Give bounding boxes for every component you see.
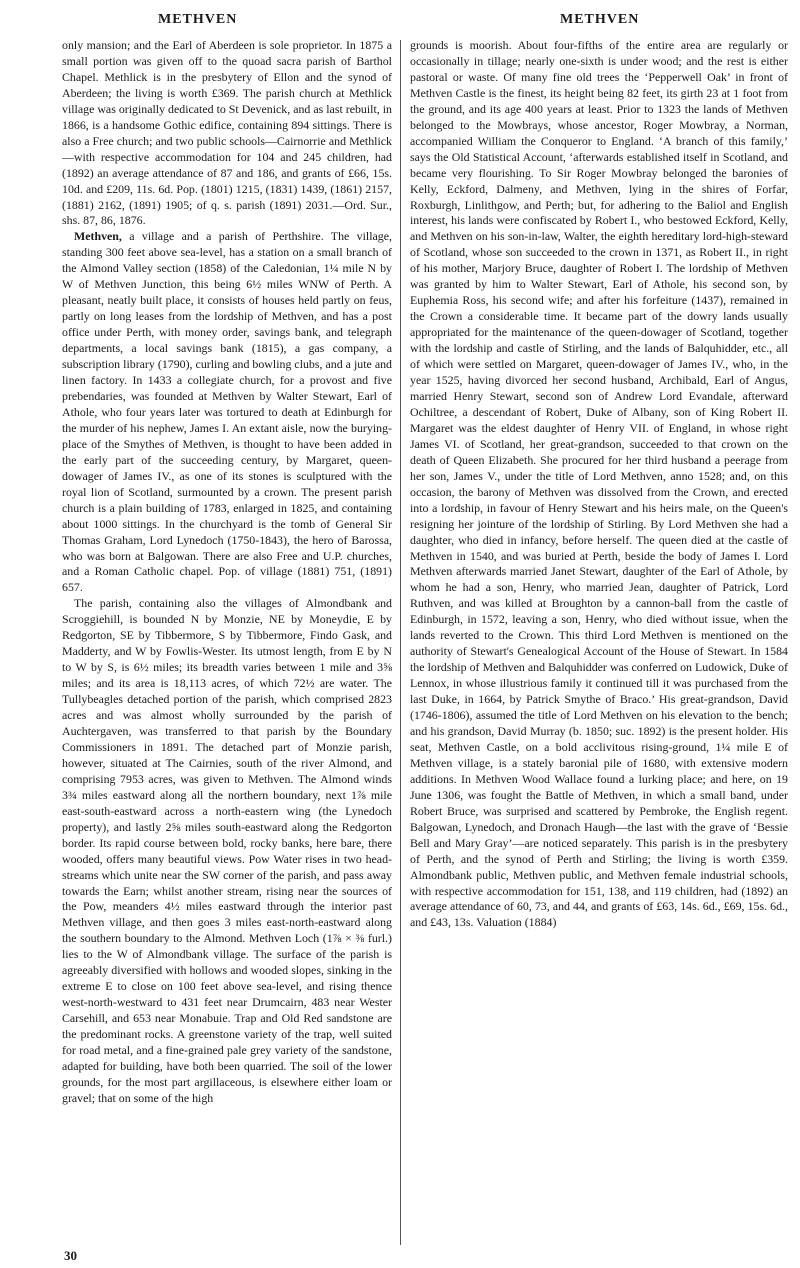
left-running-title: METHVEN: [158, 12, 238, 27]
right-text-column: [410, 38, 788, 1248]
left-text-column: [62, 38, 392, 1248]
methlick-entry-continuation: only mansion; and the Earl of Aberdeen is sole proprietor. In 1875 a small portion was given off to the quoad sacra parish of Barthol Chapel. Methlick is in the presbytery of Ellon and the synod of Aberdeen; the living is worth £369. The parish church at Methlick village was originally dedicated to St Devenick, and as last rebuilt, in 1866, is a handsome Gothic edifice, containing 894 sittings. There is also a Free church; and two public schools—Cairnorrie and Methlick—with respective accommodation for 104 and 245 children, had (1892) an average attendance of 87 and 186, and grants of £66, 15s. 10d. and £209, 11s. 6d. Pop. (1801) 1215, (1831) 1439, (1861) 2157, (1881) 2162, (1891) 1905; of q. s. parish (1891) 2031.—Ord. Sur., shs. 87, 86, 1876.: [62, 38, 392, 228]
column-divider: [400, 40, 401, 1245]
entry-headword: Methven,: [74, 229, 122, 244]
running-header: [0, 12, 800, 34]
methven-history-paragraph: grounds is moorish. About four-fifths of the entire area are regularly or occasionally in tillage; nearly one-sixth is under wood; and the rest is either pastoral or waste. Of many fine old trees the ‘Pepperwell Oak’ in front of Methven Castle is the finest, its height being 82 feet, its girth 23 at 1 foot from the ground, and its age 400 years at least. Prior to 1323 the lands of Methven belonged to the Mowbrays, whose ancestor, Roger Mowbray, a Norman, accompanied William the Conqueror to England. ‘A branch of this family,’ says the Old Statistical Account, ‘afterwards established itself in Scotland, and became very flourishing. To Sir Roger Mowbray belonged the baronies of Kelly, Eckford, Dalmeny, and Methven, lying in the shires of Forfar, Roxburgh, Linlithgow, and Perth; but, for adhering to the Baliol and English interest, his lands were confiscated by Robert I., who bestowed Eckford, Kelly, and Methven on his son-in-law, Walter, the eighth hereditary lord-high-steward of Scotland, whose son succeeded to the crown in 1371, as Robert II., in right of his mother, Marjory Bruce, daughter of Robert I. The lordship of Methven was granted by him to Walter Stewart, Earl of Athole, his second son, by Euphemia Ross, his second wife; and after his forfeiture (1437), remained in the Crown a considerable time. It became part of the dowry lands usually appropriated for the maintenance of the queen-dowager of Scotland, together with the lordship and castle of Stirling, and the lands of Balquhidder, etc., all of which were settled on Margaret, queen-dowager of James IV., who, in the year 1525, having divorced her second husband, Archibald, Earl of Angus, married Henry Stewart, second son of Andrew Lord Evandale, afterward Ochiltree, a descendant of Robert, Duke of Albany, son of King Robert II. Margaret was the eldest daughter of Henry VII. of England, in whose right James VI. of Scotland, her great-grandson, succeeded to that crown on the death of Queen Elizabeth. She procured for her third husband a peerage from her son, James V., under the title of Lord Methven, anno 1528; and, on this occasion, the barony of Methven was dissolved from the Crown, and erected into a lordship, in favour of Henry Stewart and his heirs male, on the Queen's resigning her jointure of the lordship of Stirling. By Lord Methven she had a daughter, who died in infancy, before herself. The queen died at the castle of Methven in 1540, and was buried at Perth, beside the body of James I. Lord Methven afterwards married Janet Stewart, daughter of the Earl of Athole, by whom he had a son, Henry, who married Jean, daughter of Patrick, Lord Ruthven, and was killed at Broughton by a cannon-ball from the castle of Edinburgh, in 1572, leaving a son, Henry, who died without issue, when the lands reverted to the Crown. This third Lord Methven is mentioned on the authority of Stewart's Genealogical Account of the House of Stewart. In 1584 the lordship of Methven and Balquhidder was conferred on Ludowick, Duke of Lennox, in whose illustrious family it continued till it was purchased from the last Duke, in 1664, by Patrick Smythe of Braco.’ His great-grandson, David (1746-1806), assumed the title of Lord Methven on his elevation to the bench; and his grandson, David Murray (b. 1850; suc. 1892) is the present holder. His seat, Methven Castle, on a bold acclivitous rising-ground, 1¼ mile E of Methven village, is a stately baronial pile of 1680, with extensive modern additions. In Methven Wood Wallace found a lurking place; and here, on 19 June 1306, was fought the Battle of Methven, in which a small band, under Robert Bruce, was surprised and scattered by Pembroke, the English regent. Balgowan, Lynedoch, and Dronach Haugh—the last with the grave of ‘Bessie Bell and Mary Gray’—are noticed separately. This parish is in the presbytery of Perth, and the synod of Perth and Stirling; the living is worth £359. Almondbank public, Methven public, and Methven female industrial schools, with respective accommodation for 151, 138, and 119 children, had (1892) an average attendance of 60, 73, and 44, and grants of £63, 14s. 6d., £69, 15s. 6d., and £43, 13s. Valuation (1884): [410, 38, 788, 930]
methven-parish-paragraph: The parish, containing also the villages of Almondbank and Scroggiehill, is bounded N by Monzie, NE by Moneydie, E by Redgorton, SE by Tibbermore, S by Tibbermore, Findo Gask, and Madderty, and W by Fowlis-Wester. Its utmost length, from E by N to W by S, is 6½ miles; its breadth varies between 1 mile and 3⅝ miles; and its area is 18,113 acres, of which 72½ are water. The Tullybeagles detached portion of the parish, which comprised 2823 acres and was almost wholly surrounded by the parish of Auchtergaven, was transferred to that parish by the Boundary Commissioners in 1891. The detached part of Monzie parish, however, situated at The Cairnies, south of the river Almond, and comprising 7953 acres, was given to Methven. The Almond winds 3¾ miles eastward along all the northern boundary, next 1⅞ mile east-south-eastward across a north-eastern wing (the Lynedoch property), and lastly 2⅝ miles south-eastward along the Redgorton border. Its rapid course between bold, rocky banks, here bare, there wooded, offers many beautiful views. Pow Water rises in two head-streams which unite near the SW corner of the parish, and pass away towards the Earn; whilst another stream, rising near the sources of the Pow, meanders 4½ miles eastward through the interior past Methven village, and then goes 3 miles east-north-eastward along the southern boundary to the Almond. Methven Loch (1⅞ × ⅜ furl.) lies to the W of Almondbank village. The surface of the parish is agreeably diversified with hollows and wooded slopes, sinking in the extreme E to close on 100 feet above sea-level, and rising thence west-north-westward to 431 feet near Drumcairn, 483 near Wester Carsehill, and 653 near Monabuie. Trap and Old Red sandstone are the predominant rocks. A greenstone variety of the trap, well suited for road metal, and a fine-grained pale grey variety of the sandstone, adapted for building, have both been quarried. The soil of the lower grounds, for the most part argillaceous, is elsewhere either loam or gravel; that on some of the high: [62, 596, 392, 1105]
methven-village-text: a village and a parish of Perthshire. The village, standing 300 feet above sea-level, has a station on a small branch of the Almond Valley section (1858) of the Caledonian, 1¼ mile N by W of Methven Junction, this being 6½ miles WNW of Perth. A pleasant, neatly built place, it consists of houses held partly on feus, partly on long leases from the lordship of Methven, and has a post office under Perth, with money order, savings bank, and telegraph departments, a local savings bank (1815), a gas company, a subscription library (1790), curling and bowling clubs, and a jute and linen factory. In 1433 a collegiate church, for a provost and five prebendaries, was founded at Methven by Walter Stewart, Earl of Athole, who four years later was tortured to death at Edinburgh for the murder of his nephew, James I. An extant aisle, now the burying-place of the Smythes of Methven, is thought to have been added in the early part of the succeeding century, by Margaret, queen-dowager of James IV., as one of its stones is sculptured with the royal lion of Scotland, surmounted by a crown. The present parish church is a plain building of 1783, enlarged in 1825, and containing about 1000 sittings. In the churchyard is the tomb of General Sir Thomas Graham, Lord Lynedoch (1750-1843), the hero of Barossa, who was born at Balgowan. There are also Free and U.P. churches, and a Roman Catholic chapel. Pop. of village (1881) 751, (1891) 657.: [62, 229, 392, 595]
right-running-title: METHVEN: [560, 12, 640, 27]
methven-entry-paragraph: [62, 229, 392, 596]
page-number: 30: [64, 1248, 77, 1263]
